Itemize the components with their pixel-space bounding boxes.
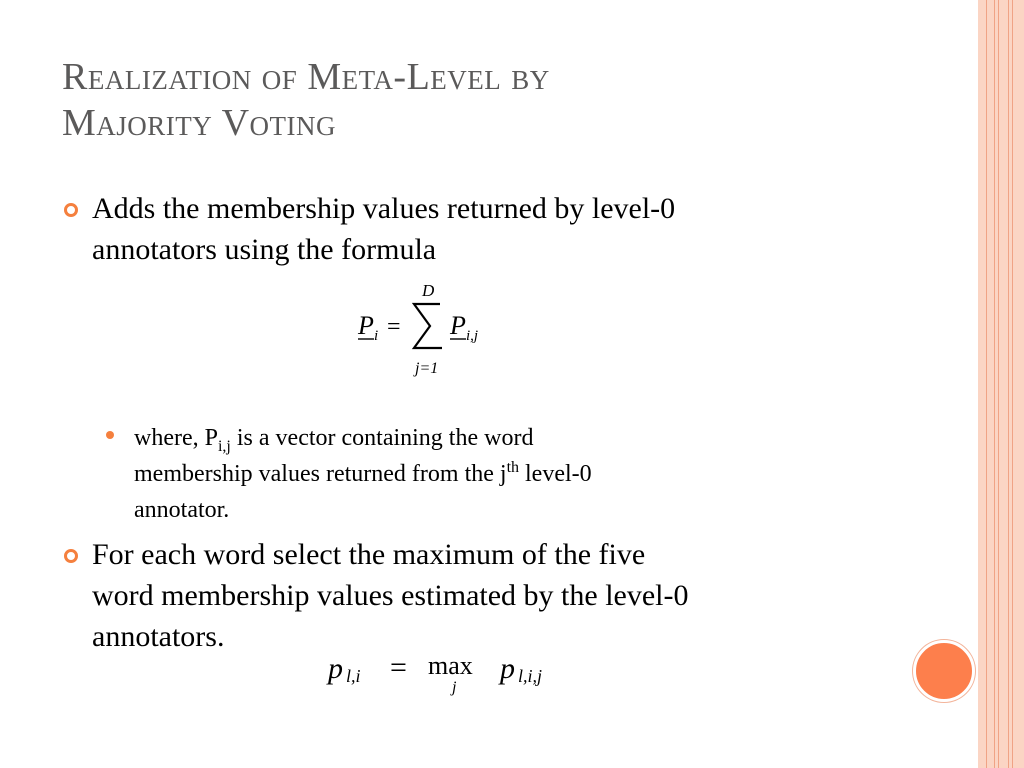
sub-bullet-marker bbox=[106, 431, 114, 439]
formula2-operator: max bbox=[428, 651, 473, 680]
slide-title bbox=[62, 54, 862, 146]
bullet-2-line-3: annotators. bbox=[92, 620, 225, 653]
formula2-rhs: p bbox=[500, 652, 515, 685]
formula1-equals: = bbox=[387, 314, 401, 340]
sub-bullet-line-2: membership values returned from the $j^{th}$ level-0 bbox=[134, 459, 592, 487]
formula1-rhs-sub: i,j bbox=[466, 328, 479, 344]
bullet-2-line-1: For each word select the maximum of the five bbox=[92, 538, 646, 571]
sub-bullet bbox=[134, 420, 834, 528]
bullet-2-line-2: word membership values estimated by the level-0 bbox=[92, 579, 689, 612]
title-line-1: Realization of Meta-Level by bbox=[62, 56, 550, 98]
formula2-equals: = bbox=[390, 651, 407, 684]
bullet-2 bbox=[92, 534, 892, 657]
formula1-rhs: P bbox=[450, 311, 466, 340]
formula1-lhs: P bbox=[358, 311, 374, 340]
bullet-marker bbox=[64, 549, 78, 563]
formula1-sum-lower: j=1 bbox=[415, 360, 439, 377]
formula2-operator-sub: j bbox=[452, 679, 457, 696]
bullet-marker bbox=[64, 203, 78, 217]
sum-formula bbox=[352, 276, 502, 384]
title-line-2: Majority Voting bbox=[62, 102, 337, 144]
formula1-sum-upper: D bbox=[422, 281, 435, 300]
max-formula bbox=[324, 648, 586, 696]
sum-symbol-icon bbox=[414, 304, 442, 348]
decorative-stripes bbox=[978, 0, 1024, 768]
formula2-lhs-sub: l,i bbox=[346, 666, 361, 686]
formula1-lhs-sub: i bbox=[374, 328, 379, 344]
sub-bullet-line-1: where, $P_{i,j}$ is a vector containing the word bbox=[134, 425, 534, 455]
bullet-1-line-2: annotators using the formula bbox=[92, 233, 437, 266]
bullet-1 bbox=[92, 188, 892, 270]
formula2-rhs-sub: l,i,j bbox=[518, 666, 543, 686]
sub-bullet-line-3: annotator. bbox=[134, 497, 230, 523]
bullet-1-line-1: Adds the membership values returned by level-0 bbox=[92, 192, 676, 225]
decorative-circle bbox=[913, 640, 975, 702]
formula2-lhs: p bbox=[328, 652, 343, 685]
